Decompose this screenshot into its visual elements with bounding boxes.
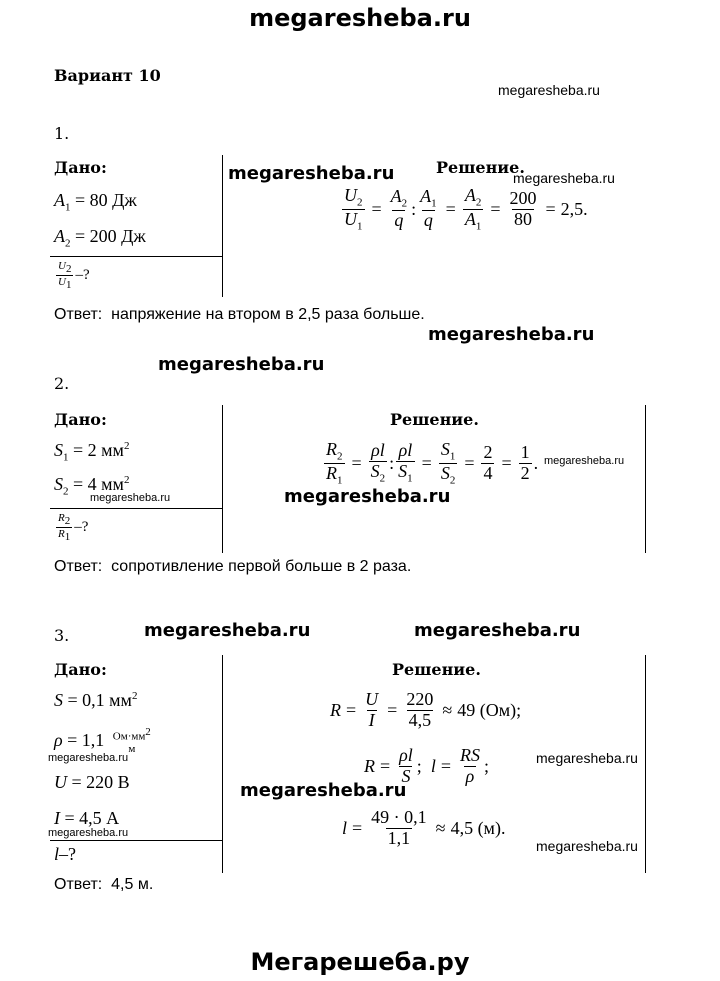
find-quantity: $\frac{R_2}{R_1}$ –? [58, 512, 89, 544]
watermark: megaresheba.ru [498, 82, 600, 98]
find-quantity: $\frac{U_2}{U_1}$ –? [58, 260, 90, 292]
problem-2-number: 2. [54, 374, 70, 393]
given-s1: $S_1 = 2$ $мм^2$ [54, 440, 130, 464]
answer-2: Ответ: сопротивление первой больше в 2 раза. [54, 558, 412, 575]
watermark: megaresheba.ru [90, 492, 171, 504]
find-divider [50, 256, 222, 257]
answer-1: Ответ: напряжение на втором в 2,5 раза больше. [54, 306, 425, 323]
solution-heading: Решение. [392, 660, 481, 679]
watermark: megaresheba.ru [536, 838, 638, 854]
given-a1: $A_1 = 80$ Дж [54, 190, 137, 214]
watermark: megaresheba.ru [158, 354, 325, 375]
problem-1-number: 1. [54, 124, 70, 143]
answer-3: Ответ: 4,5 м. [54, 876, 154, 893]
given-s: S = 0,1 $мм^2$ [54, 690, 138, 710]
solution-heading: Решение. [436, 158, 525, 177]
solution-border [645, 655, 646, 873]
watermark: megaresheba.ru [228, 163, 395, 184]
formula-resistance: R = $\frac{U}{I}$ = $\frac{220}{4,5}$ ≈ 49 (Ом); [330, 689, 522, 730]
watermark: megaresheba.ru [513, 170, 615, 186]
given-heading: Дано: [54, 410, 107, 429]
problem-3-number: 3. [54, 626, 70, 645]
solution-border [645, 405, 646, 553]
formula-resistance-ratio: $\frac{R_2}{R_1}$ = $\frac{\rho l}{S_2}$ : $\frac{\rho l}{S_1}$ = $\frac{S_1}{S_2}$ = $\frac{2}{4}$ = $\frac{1}{2}$ . [326, 439, 539, 487]
given-divider [222, 155, 223, 297]
watermark: megaresheba.ru [544, 455, 625, 467]
given-a2: $A_2 = 200$ Дж [54, 226, 146, 250]
watermark: megaresheba.ru [428, 324, 595, 345]
given-s2: $S_2 = 4$ $мм^2$ [54, 474, 130, 498]
watermark: megaresheba.ru [536, 750, 638, 766]
watermark: megaresheba.ru [144, 620, 311, 641]
watermark: megaresheba.ru [48, 827, 129, 839]
solution-heading: Решение. [390, 410, 479, 429]
find-divider [50, 840, 222, 841]
given-divider [222, 405, 223, 553]
watermark: megaresheba.ru [284, 486, 451, 507]
given-divider [222, 655, 223, 873]
site-header-logo[interactable]: megaresheba.ru [249, 4, 471, 32]
watermark: megaresheba.ru [48, 752, 129, 764]
watermark: megaresheba.ru [240, 780, 407, 801]
site-footer-logo[interactable]: Мегарешеба.ру [250, 948, 470, 976]
watermark: megaresheba.ru [414, 620, 581, 641]
find-quantity: l–? [54, 844, 77, 864]
given-rho: ρ = 1,1 $Ом\cdot мм^2$ м [54, 726, 151, 755]
given-heading: Дано: [54, 158, 107, 177]
given-i: I = 4,5 А [54, 808, 120, 828]
given-heading: Дано: [54, 660, 107, 679]
variant-title: Вариант 10 [54, 66, 161, 85]
given-u: U = 220 В [54, 772, 130, 792]
formula-length-expression: R = $\frac{\rho l}{S}$ ; l = $\frac{RS}{\rho}$ ; [364, 745, 489, 786]
formula-length-value: l = $\frac{49 \cdot 0,1}{1,1}$ ≈ 4,5 (м). [342, 807, 506, 848]
find-divider [50, 508, 222, 509]
formula-voltage-ratio: $\frac{U_2}{U_1}$ = $\frac{A_2}{q}$ : $\frac{A_1}{q}$ = $\frac{A_2}{A_1}$ = $\frac{200}{80}$ = 2,5. [344, 185, 588, 233]
